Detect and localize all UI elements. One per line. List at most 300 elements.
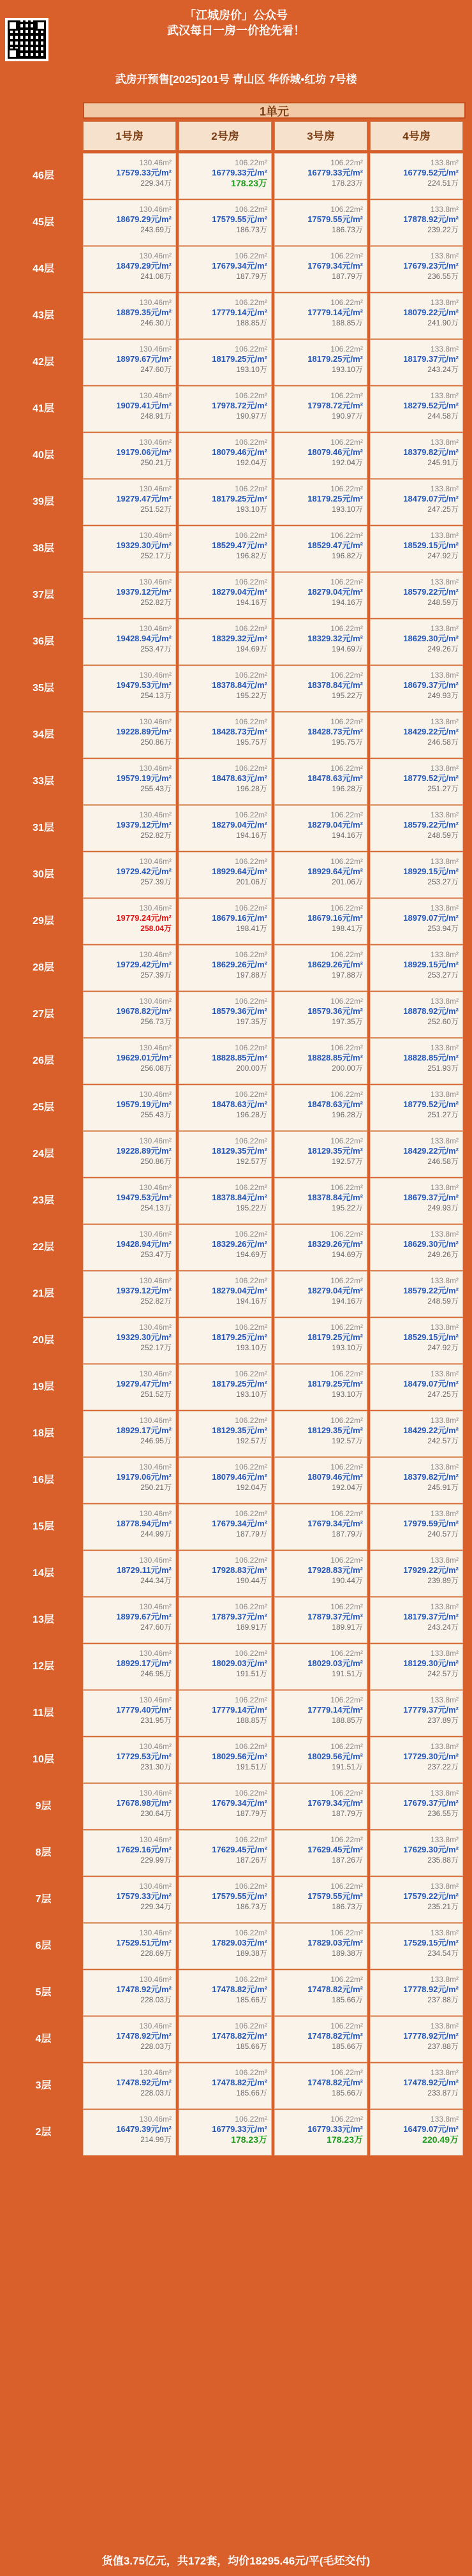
unit-area: 133.8m² xyxy=(430,1928,459,1937)
unit-area: 130.46m² xyxy=(139,857,172,866)
unit-cell xyxy=(179,805,272,851)
unit-cell xyxy=(274,1783,367,1829)
unit-total: 188.85万 xyxy=(332,318,363,327)
unit-cell xyxy=(274,2016,367,2062)
unit-price: 18279.04元/m² xyxy=(212,820,267,830)
floor-label: 35层 xyxy=(6,666,80,711)
unit-cell xyxy=(83,1225,176,1270)
unit-area: 130.46m² xyxy=(139,2021,172,2030)
unit-price: 17579.33元/m² xyxy=(116,1891,172,1901)
unit-total: 214.99万 xyxy=(140,2135,172,2144)
unit-price: 18279.04元/m² xyxy=(307,1286,363,1295)
unit-area: 106.22m² xyxy=(330,1695,363,1704)
unit-price: 18129.30元/m² xyxy=(403,1658,459,1668)
unit-cell xyxy=(370,1271,463,1317)
floor-row xyxy=(6,852,464,898)
unit-cell xyxy=(274,1225,367,1270)
floor-row xyxy=(6,992,464,1038)
unit-cell xyxy=(274,1411,367,1457)
unit-price: 18329.26元/m² xyxy=(212,1239,267,1249)
unit-price: 17779.14元/m² xyxy=(307,308,363,317)
floor-label: 4层 xyxy=(6,2016,80,2062)
unit-cell xyxy=(370,1225,463,1270)
unit-price: 17978.72元/m² xyxy=(212,401,267,410)
unit-total: 237.88万 xyxy=(427,2042,459,2051)
unit-cell xyxy=(83,1783,176,1829)
floor-label: 31层 xyxy=(6,805,80,851)
floor-row xyxy=(6,1923,464,1969)
unit-price: 17779.14元/m² xyxy=(212,308,267,317)
unit-area: 133.8m² xyxy=(430,2021,459,2030)
unit-area: 106.22m² xyxy=(330,1975,363,1984)
floor-row xyxy=(6,433,464,479)
floor-label: 22层 xyxy=(6,1225,80,1270)
unit-price: 18679.29元/m² xyxy=(116,214,172,224)
unit-price: 18478.63元/m² xyxy=(212,773,267,783)
unit-price: 18679.16元/m² xyxy=(212,913,267,923)
floor-label: 11层 xyxy=(6,1690,80,1736)
footer-summary: 货值3.75亿元，共172套，均价18295.46元/平(毛坯交付) xyxy=(0,2546,472,2576)
floor-label: 27层 xyxy=(6,992,80,1038)
unit-total: 254.13万 xyxy=(140,1203,172,1212)
unit-total: 254.13万 xyxy=(140,691,172,700)
unit-total: 193.10万 xyxy=(236,1390,267,1399)
unit-total: 229.34万 xyxy=(140,179,172,188)
floor-label: 10层 xyxy=(6,1737,80,1783)
unit-total: 192.04万 xyxy=(236,1483,267,1492)
unit-area: 130.46m² xyxy=(139,1416,172,1425)
unit-total: 252.82万 xyxy=(140,831,172,840)
unit-price: 17729.30元/m² xyxy=(403,1752,459,1761)
unit-area: 133.8m² xyxy=(430,1789,459,1798)
unit-total: 187.79万 xyxy=(332,1530,363,1538)
unit-area: 133.8m² xyxy=(430,1975,459,1984)
unit-total: 253.47万 xyxy=(140,644,172,653)
unit-price: 19579.19元/m² xyxy=(116,1099,172,1109)
unit-price: 18479.07元/m² xyxy=(403,1379,459,1389)
unit-price: 17779.40元/m² xyxy=(116,1705,172,1715)
unit-cell xyxy=(370,200,463,246)
unit-total: 252.82万 xyxy=(140,598,172,607)
unit-cell xyxy=(179,1225,272,1270)
unit-price: 18379.82元/m² xyxy=(403,447,459,457)
unit-area: 133.8m² xyxy=(430,904,459,912)
unit-price: 17678.98元/m² xyxy=(116,1798,172,1808)
unit-cell xyxy=(274,293,367,339)
unit-cell xyxy=(179,200,272,246)
floor-label: 28层 xyxy=(6,945,80,991)
unit-price: 17829.03元/m² xyxy=(307,1938,363,1947)
unit-total: 246.58万 xyxy=(427,738,459,747)
unit-cell xyxy=(274,479,367,525)
unit-price: 17879.37元/m² xyxy=(212,1612,267,1621)
unit-cell xyxy=(370,1644,463,1690)
unit-total: 193.10万 xyxy=(236,505,267,514)
floor-row xyxy=(6,619,464,665)
unit-area: 106.22m² xyxy=(330,1882,363,1891)
unit-total: 186.73万 xyxy=(332,225,363,234)
unit-cell xyxy=(83,1551,176,1597)
unit-area: 133.8m² xyxy=(430,950,459,959)
unit-price: 18029.56元/m² xyxy=(212,1752,267,1761)
unit-cell xyxy=(179,898,272,944)
unit-total: 197.35万 xyxy=(236,1017,267,1026)
unit-total: 196.28万 xyxy=(332,1110,363,1119)
unit-cell xyxy=(83,1318,176,1364)
unit-area: 106.22m² xyxy=(235,1043,267,1052)
unit-area: 106.22m² xyxy=(330,997,363,1006)
unit-price: 18778.94元/m² xyxy=(116,1519,172,1528)
unit-total: 234.54万 xyxy=(427,1949,459,1958)
unit-total: 192.57万 xyxy=(236,1157,267,1166)
unit-price: 17579.55元/m² xyxy=(212,214,267,224)
unit-price: 18779.52元/m² xyxy=(403,1099,459,1109)
unit-price: 18079.46元/m² xyxy=(212,447,267,457)
unit-area: 130.46m² xyxy=(139,1695,172,1704)
unit-total: 242.57万 xyxy=(427,1669,459,1678)
unit-area: 130.46m² xyxy=(139,158,172,167)
room-header: 4号房 xyxy=(370,121,463,151)
floor-label: 21层 xyxy=(6,1271,80,1317)
unit-cell xyxy=(179,1551,272,1597)
unit-total: 244.99万 xyxy=(140,1530,172,1538)
unit-price: 18929.15元/m² xyxy=(403,960,459,969)
unit-total: 187.26万 xyxy=(332,1856,363,1865)
unit-area: 133.8m² xyxy=(430,577,459,586)
unit-cell xyxy=(83,433,176,479)
unit-cell xyxy=(274,1085,367,1131)
unit-cell xyxy=(274,1271,367,1317)
unit-area: 130.46m² xyxy=(139,1975,172,1984)
floor-row xyxy=(6,1551,464,1597)
unit-area: 130.46m² xyxy=(139,1742,172,1751)
unit-price: 18029.56元/m² xyxy=(307,1752,363,1761)
unit-total: 243.24万 xyxy=(427,365,459,374)
unit-cell xyxy=(83,200,176,246)
unit-price: 17529.15元/m² xyxy=(403,1938,459,1947)
unit-price: 18629.30元/m² xyxy=(403,1239,459,1249)
unit-price: 19379.12元/m² xyxy=(116,820,172,830)
floor-row xyxy=(6,1737,464,1783)
unit-price: 18429.22元/m² xyxy=(403,1426,459,1435)
unit-total: 236.55万 xyxy=(427,1809,459,1818)
unit-cell xyxy=(370,1318,463,1364)
unit-total: 228.03万 xyxy=(140,1995,172,2004)
unit-area: 106.22m² xyxy=(330,577,363,586)
unit-total: 185.66万 xyxy=(236,2088,267,2097)
unit-cell xyxy=(83,479,176,525)
unit-total: 255.43万 xyxy=(140,784,172,793)
unit-cell xyxy=(274,1690,367,1736)
unit-total: 252.17万 xyxy=(140,551,172,560)
unit-total: 191.51万 xyxy=(236,1762,267,1771)
unit-area: 106.22m² xyxy=(330,764,363,773)
unit-price: 18529.47元/m² xyxy=(307,540,363,550)
room-header: 3号房 xyxy=(274,121,367,151)
unit-price: 18679.37元/m² xyxy=(403,1193,459,1202)
unit-total: 194.16万 xyxy=(332,831,363,840)
unit-cell xyxy=(83,153,176,199)
unit-area: 106.22m² xyxy=(330,1090,363,1099)
unit-price: 18279.04元/m² xyxy=(307,587,363,597)
unit-total: 187.79万 xyxy=(236,272,267,281)
unit-area: 130.46m² xyxy=(139,1090,172,1099)
unit-area: 130.46m² xyxy=(139,1835,172,1844)
unit-area: 106.22m² xyxy=(235,158,267,167)
floor-row xyxy=(6,712,464,758)
unit-price: 17928.83元/m² xyxy=(307,1565,363,1575)
unit-price: 18579.36元/m² xyxy=(307,1006,363,1016)
unit-cell xyxy=(370,852,463,898)
unit-cell xyxy=(274,1364,367,1410)
unit-price: 17679.34元/m² xyxy=(307,1798,363,1808)
unit-area: 133.8m² xyxy=(430,1463,459,1471)
floor-label: 37层 xyxy=(6,572,80,618)
unit-cell xyxy=(83,1178,176,1224)
unit-area: 106.22m² xyxy=(235,2115,267,2124)
unit-area: 106.22m² xyxy=(330,857,363,866)
unit-cell xyxy=(179,1644,272,1690)
unit-total: 257.39万 xyxy=(140,877,172,886)
unit-total: 192.57万 xyxy=(332,1157,363,1166)
unit-price: 17679.34元/m² xyxy=(307,1519,363,1528)
unit-cell xyxy=(370,1411,463,1457)
unit-cell xyxy=(370,2063,463,2109)
unit-area: 133.8m² xyxy=(430,1649,459,1658)
unit-cell xyxy=(179,1923,272,1969)
unit-price: 17579.22元/m² xyxy=(403,1891,459,1901)
unit-total: 190.97万 xyxy=(236,412,267,421)
unit-total: 197.88万 xyxy=(236,971,267,979)
unit-cell xyxy=(274,2063,367,2109)
floor-label: 24层 xyxy=(6,1131,80,1177)
unit-price: 18828.85元/m² xyxy=(403,1053,459,1062)
unit-area: 133.8m² xyxy=(430,1230,459,1239)
unit-total: 248.91万 xyxy=(140,412,172,421)
unit-cell xyxy=(179,433,272,479)
unit-area: 106.22m² xyxy=(330,1928,363,1937)
floor-row xyxy=(6,572,464,618)
unit-price: 16479.07元/m² xyxy=(403,2124,459,2134)
unit-price: 18779.52元/m² xyxy=(403,773,459,783)
unit-cell xyxy=(370,1597,463,1643)
unit-area: 130.46m² xyxy=(139,1602,172,1611)
floor-row xyxy=(6,153,464,199)
unit-total: 185.66万 xyxy=(236,1995,267,2004)
floor-row xyxy=(6,2063,464,2109)
unit-total: 188.85万 xyxy=(332,1716,363,1725)
unit-total: 200.00万 xyxy=(236,1064,267,1073)
unit-area: 106.22m² xyxy=(235,997,267,1006)
unit-area: 106.22m² xyxy=(330,1230,363,1239)
unit-cell xyxy=(274,1830,367,1876)
unit-price: 19179.06元/m² xyxy=(116,447,172,457)
floor-label: 6层 xyxy=(6,1923,80,1969)
unit-area: 130.46m² xyxy=(139,251,172,260)
unit-area: 133.8m² xyxy=(430,810,459,819)
unit-price: 17579.55元/m² xyxy=(212,1891,267,1901)
floor-row xyxy=(6,1690,464,1736)
unit-cell xyxy=(370,2110,463,2155)
room-header: 1号房 xyxy=(83,121,176,151)
unit-area: 106.22m² xyxy=(235,251,267,260)
unit-cell xyxy=(83,1644,176,1690)
floor-label: 30层 xyxy=(6,852,80,898)
unit-area: 106.22m² xyxy=(235,531,267,540)
unit-total: 195.22万 xyxy=(236,691,267,700)
unit-area: 106.22m² xyxy=(235,857,267,866)
unit-price: 17629.30元/m² xyxy=(403,1845,459,1854)
unit-price: 17478.82元/m² xyxy=(307,2031,363,2041)
unit-total: 251.52万 xyxy=(140,505,172,514)
unit-total: 248.59万 xyxy=(427,598,459,607)
unit-price: 19678.82元/m² xyxy=(116,1006,172,1016)
unit-price: 17478.92元/m² xyxy=(403,2078,459,2087)
unit-cell xyxy=(370,619,463,665)
unit-price: 18079.46元/m² xyxy=(307,447,363,457)
unit-area: 106.22m² xyxy=(330,1276,363,1285)
unit-total: 242.57万 xyxy=(427,1436,459,1445)
unit-total: 236.55万 xyxy=(427,272,459,281)
unit-cell xyxy=(274,433,367,479)
unit-price: 17729.53元/m² xyxy=(116,1752,172,1761)
unit-area: 106.22m² xyxy=(235,671,267,680)
unit-area: 133.8m² xyxy=(430,251,459,260)
unit-area: 130.46m² xyxy=(139,438,172,447)
unit-price: 19179.06元/m² xyxy=(116,1472,172,1482)
unit-total: 249.26万 xyxy=(427,644,459,653)
unit-total: 185.66万 xyxy=(332,2042,363,2051)
unit-total: 244.58万 xyxy=(427,412,459,421)
unit-cell xyxy=(83,992,176,1038)
unit-area: 106.22m² xyxy=(330,251,363,260)
unit-total: 247.60万 xyxy=(140,1623,172,1632)
unit-total: 246.30万 xyxy=(140,318,172,327)
unit-price: 16779.33元/m² xyxy=(212,2124,267,2134)
unit-cell xyxy=(179,666,272,711)
unit-area: 106.22m² xyxy=(330,810,363,819)
unit-total: 187.79万 xyxy=(332,1809,363,1818)
floor-row xyxy=(6,1830,464,1876)
unit-cell xyxy=(370,572,463,618)
floor-row xyxy=(6,805,464,851)
unit-total: 256.08万 xyxy=(140,1064,172,1073)
unit-price: 18629.26元/m² xyxy=(307,960,363,969)
page-header xyxy=(0,0,472,102)
unit-area: 133.8m² xyxy=(430,1136,459,1145)
unit-area: 106.22m² xyxy=(330,1602,363,1611)
unit-total: 239.22万 xyxy=(427,225,459,234)
unit-price: 18179.25元/m² xyxy=(307,1379,363,1389)
floor-row xyxy=(6,1457,464,1503)
unit-total: 193.10万 xyxy=(332,505,363,514)
unit-total: 237.89万 xyxy=(427,1716,459,1725)
unit-cell xyxy=(274,852,367,898)
unit-area: 106.22m² xyxy=(330,1369,363,1378)
unit-area: 133.8m² xyxy=(430,1183,459,1192)
unit-area: 130.46m² xyxy=(139,1136,172,1145)
unit-area: 133.8m² xyxy=(430,298,459,307)
floor-label: 9层 xyxy=(6,1783,80,1829)
unit-area: 133.8m² xyxy=(430,531,459,540)
unit-price: 17478.92元/m² xyxy=(116,1984,172,1994)
unit-total: 194.16万 xyxy=(236,1297,267,1306)
unit-total: 248.59万 xyxy=(427,831,459,840)
unit-cell xyxy=(83,1504,176,1550)
unit-area: 106.22m² xyxy=(235,1276,267,1285)
unit-price: 17478.82元/m² xyxy=(212,2078,267,2087)
floor-row xyxy=(6,2110,464,2155)
unit-cell xyxy=(274,1038,367,1084)
unit-total: 178.23万 xyxy=(231,178,267,188)
unit-area: 106.22m² xyxy=(330,438,363,447)
unit-price: 17478.92元/m² xyxy=(116,2031,172,2041)
unit-area: 133.8m² xyxy=(430,671,459,680)
unit-area: 130.46m² xyxy=(139,1789,172,1798)
unit-cell xyxy=(274,1131,367,1177)
unit-area: 130.46m² xyxy=(139,1183,172,1192)
unit-total: 187.26万 xyxy=(236,1856,267,1865)
room-header: 2号房 xyxy=(179,121,272,151)
floor-row xyxy=(6,1038,464,1084)
unit-total: 188.85万 xyxy=(236,318,267,327)
unit-area: 106.22m² xyxy=(235,1556,267,1565)
unit-area: 106.22m² xyxy=(235,577,267,586)
unit-total: 251.93万 xyxy=(427,1064,459,1073)
unit-total: 187.79万 xyxy=(236,1530,267,1538)
unit-cell xyxy=(370,1178,463,1224)
unit-total: 245.91万 xyxy=(427,458,459,467)
floor-label: 19层 xyxy=(6,1364,80,1410)
unit-price: 16479.39元/m² xyxy=(116,2124,172,2134)
unit-cell xyxy=(179,1737,272,1783)
unit-price: 18029.03元/m² xyxy=(307,1658,363,1668)
floor-label: 38层 xyxy=(6,526,80,572)
unit-cell xyxy=(83,1038,176,1084)
unit-area: 106.22m² xyxy=(235,1882,267,1891)
unit-price: 18279.04元/m² xyxy=(212,587,267,597)
unit-cell xyxy=(274,1457,367,1503)
unit-cell xyxy=(179,2063,272,2109)
unit-area: 130.46m² xyxy=(139,1369,172,1378)
project-title: 武房开预售[2025]201号 青山区 华侨城•红坊 7号楼 xyxy=(115,73,357,86)
unit-cell xyxy=(83,759,176,805)
unit-price: 18529.15元/m² xyxy=(403,1332,459,1342)
unit-area: 106.22m² xyxy=(330,624,363,633)
unit-cell xyxy=(179,852,272,898)
unit-cell xyxy=(83,293,176,339)
unit-cell xyxy=(83,2110,176,2155)
unit-price: 19579.19元/m² xyxy=(116,773,172,783)
unit-price: 19479.53元/m² xyxy=(116,680,172,690)
unit-area: 133.8m² xyxy=(430,438,459,447)
unit-price: 18429.22元/m² xyxy=(403,727,459,736)
unit-cell xyxy=(274,759,367,805)
unit-total: 196.82万 xyxy=(236,551,267,560)
unit-cell xyxy=(83,1923,176,1969)
unit-area: 133.8m² xyxy=(430,391,459,400)
unit-total: 247.25万 xyxy=(427,505,459,514)
unit-price: 18179.25元/m² xyxy=(212,1332,267,1342)
unit-area: 106.22m² xyxy=(235,1835,267,1844)
unit-price: 18729.11元/m² xyxy=(116,1565,172,1575)
unit-cell xyxy=(179,1690,272,1736)
unit-total: 194.69万 xyxy=(236,1250,267,1259)
unit-area: 106.22m² xyxy=(235,1323,267,1332)
floor-label: 7层 xyxy=(6,1877,80,1923)
unit-cell xyxy=(83,712,176,758)
unit-price: 17679.34元/m² xyxy=(212,1798,267,1808)
